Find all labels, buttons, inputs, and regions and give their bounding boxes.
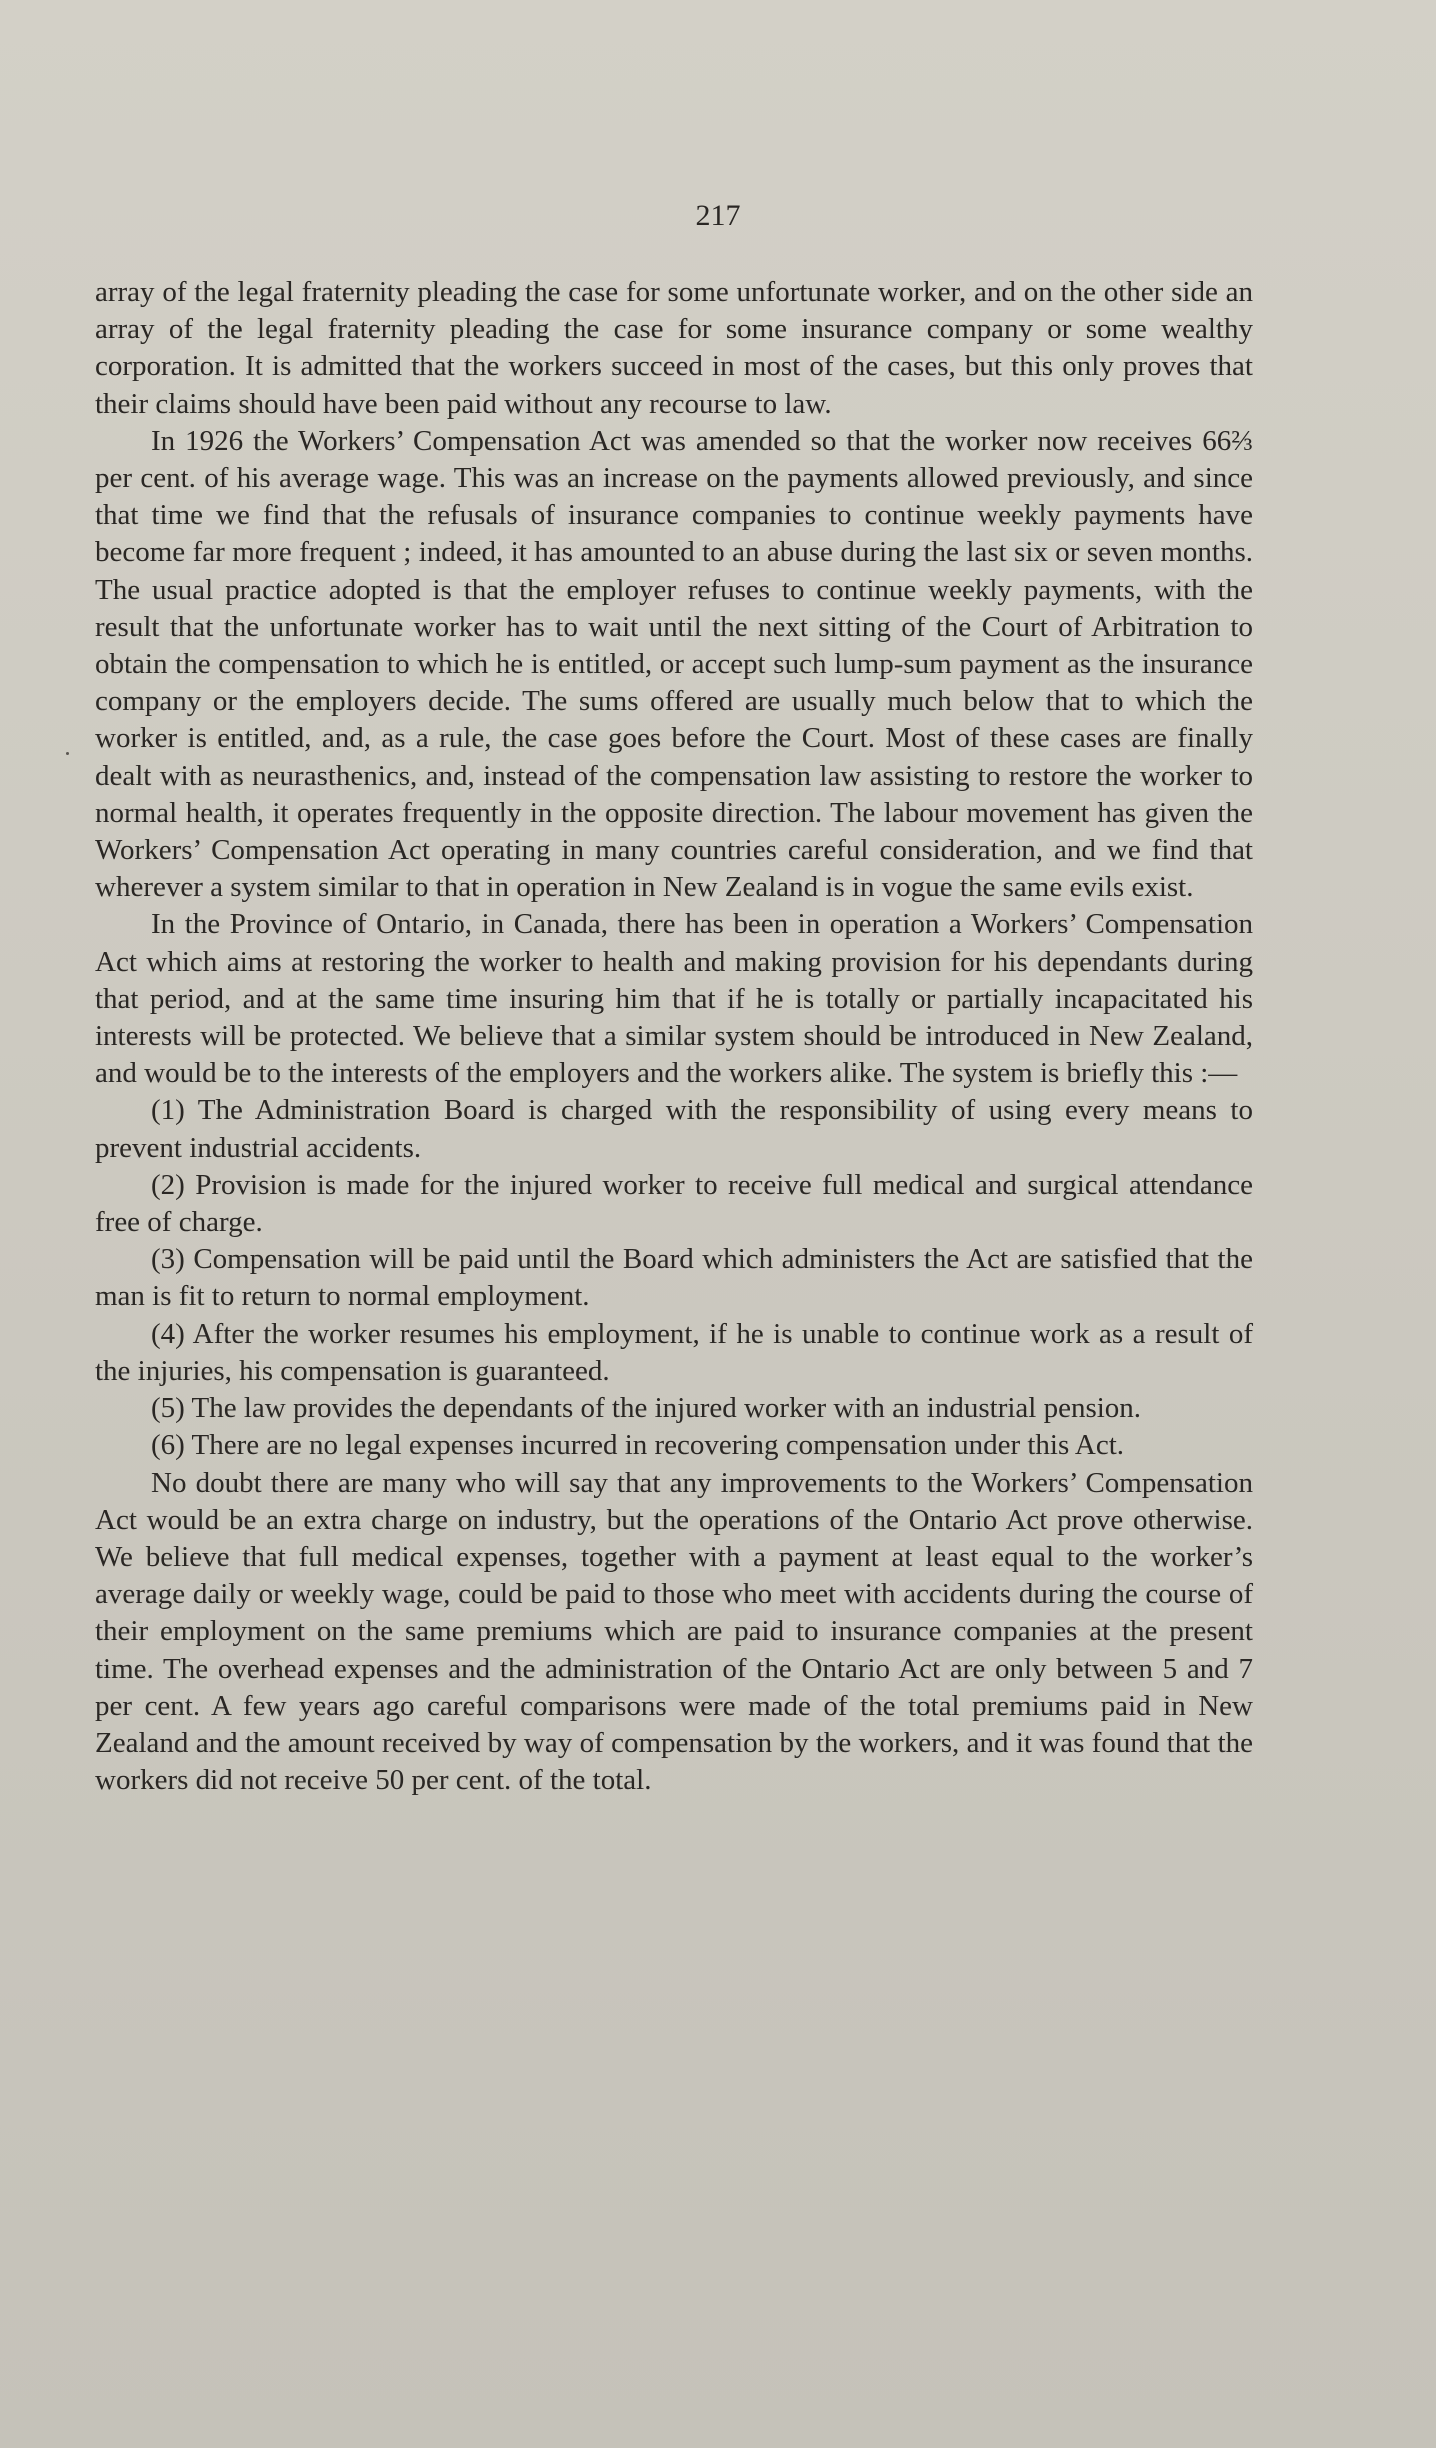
list-item-4: (4) After the worker resumes his employment, if he is unable to continue work as a result of the injuries, his compensation is guaranteed. xyxy=(95,1317,1253,1387)
page-number: 217 xyxy=(695,199,741,232)
body-text xyxy=(95,274,1253,1799)
paragraph-ontario-act: In the Province of Ontario, in Canada, there has been in operation a Workers’ Compensation Act which aims at restoring the worker to health and making provision for his dependants during that period, and at the same time insuring him that if he is totally or partially incapacitated his interests will be protected. We believe that a similar system should be introduced in New Zealand, and would be to the interests of the employers and the workers alike. The system is briefly this :— xyxy=(95,908,1253,1090)
list-item-5: (5) The law provides the dependants of the injured worker with an industrial pension. xyxy=(151,1392,1142,1425)
paragraph-1926-amendment: In 1926 the Workers’ Compensation Act was amended so that the worker now receives 66⅔ per cent. of his average wage. This was an increase on the payments allowed previously, and since that time we find that the refusals of insurance companies to continue weekly payments have become far more frequent ; indeed, it has amounted to an abuse during the last six or seven months. The usual practice adopted is that the employer refuses to continue weekly payments, with the result that the unfortunate worker has to wait until the next sitting of the Court of Arbitration to obtain the compensation to which he is entitled, or accept such lump-sum payment as the insurance company or the employers decide. The sums offered are usually much below that to which the worker is entitled, and, as a rule, the case goes before the Court. Most of these cases are finally dealt with as neurasthenics, and, instead of the compensation law assisting to restore the worker to normal health, it operates frequently in the opposite direction. The labour movement has given the Workers’ Compensation Act operating in many countries careful consideration, and we find that wherever a system similar to that in operation in New Zealand is in vogue the same evils exist. xyxy=(95,424,1253,904)
list-item-2: (2) Provision is made for the injured worker to receive full medical and surgical attendance free of charge. xyxy=(95,1168,1253,1239)
list-item-3: (3) Compensation will be paid until the Board which administers the Act are satisfied that the man is fit to return to normal employment. xyxy=(95,1243,1253,1313)
list-item-1: (1) The Administration Board is charged with the responsibility of using every means to prevent industrial accidents. xyxy=(95,1094,1253,1164)
paragraph-improvements: No doubt there are many who will say that any improvements to the Workers’ Compensation Act would be an extra charge on industry, but the operations of the Ontario Act prove otherwise. We believe that full medical expenses, together with a payment at least equal to the worker’s average daily or weekly wage, could be paid to those who meet with accidents during the course of their employment on the same premiums which are paid to insurance companies at the present time. The overhead expenses and the administration of the Ontario Act are only between 5 and 7 per cent. A few years ago careful comparisons were made of the total premiums paid in New Zealand and the amount received by way of compensation by the workers, and it was found that the workers did not receive 50 per cent. of the total. xyxy=(95,1466,1253,1797)
stray-ink-mark xyxy=(66,752,69,755)
list-item-6: (6) There are no legal expenses incurred in recovering compensation under this Act. xyxy=(151,1429,1125,1462)
paragraph-continuation: array of the legal fraternity pleading the case for some unfortunate worker, and on the other side an array of the legal fraternity pleading the case for some insurance company or some wealthy corporation. It is admitted that the workers succeed in most of the cases, but this only proves that their claims should have been paid without any recourse to law. xyxy=(95,276,1253,420)
